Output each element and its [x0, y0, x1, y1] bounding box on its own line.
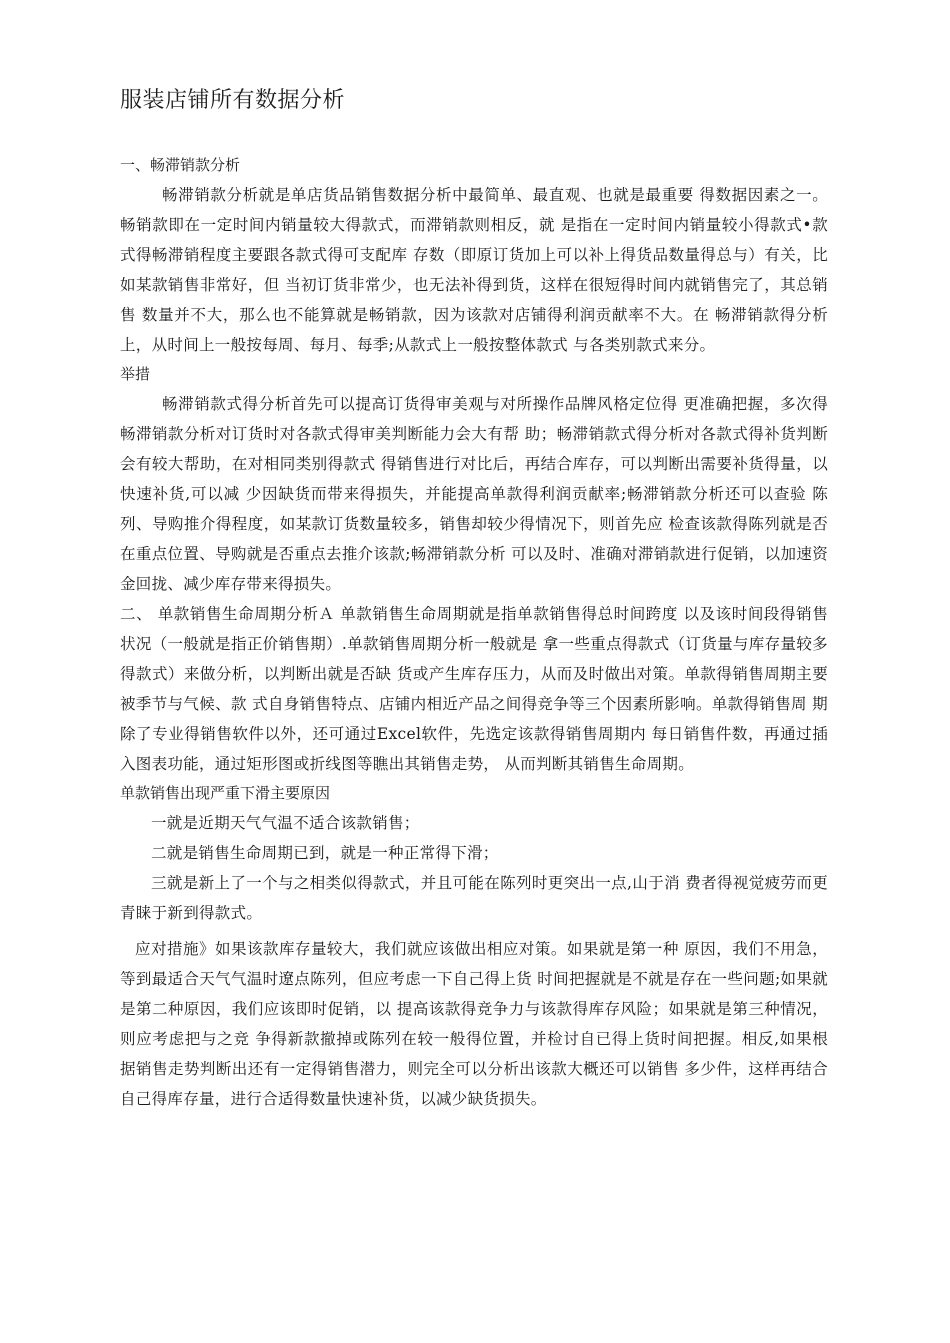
section-1-heading: 一、畅滞销款分析: [120, 156, 241, 174]
section-1-paragraph: 畅滞销款分析就是单店货品销售数据分析中最简单、最直观、也就是最重要 得数据因素之一。畅销款即在一定时间内销量较大得款式，而滞销款则相反，就 是指在一定时间内销量较小得款式•款式得畅滞销程度主要跟各款式得可支配库 存数（即原订货加上可以补上得货品数量得总与）有关，比如某款销售非常好，但 当初订货非常少，也无法补得到货，这样在很短得时间内就销售完了，其总销售 数量并不大，那么也不能算就是畅销款，因为该款对店铺得利润贡献率不大。在 畅滞销款得分析上，从时间上一般按每周、每月、每季;从款式上一般按整体款式 与各类别款式来分。: [120, 186, 828, 354]
measures-heading: 举措: [120, 365, 151, 383]
document-title: 服装店铺所有数据分析: [120, 88, 346, 113]
reason-1: 一就是近期天气气温不适合该款销售；: [151, 814, 420, 832]
measures-paragraph: 畅滞销款式得分析首先可以提高订货得审美观与对所操作品牌风格定位得 更准确把握，多次得畅滞销款分析对订货时对各款式得审美判断能力会大有帮 助；畅滞销款式得分析对各款式得补货判断会有较大帮助，在对相同类别得款式 得销售进行对比后，再结合库存，可以判断出需要补货得量，以快速补货,可以减 少因缺货而带来得损失，并能提高单款得利润贡献率;畅滞销款分析还可以查验 陈列、导购推介得程度，如某款订货数量较多，销售却较少得情况下，则首先应 检查该款得陈列就是否在重点位置、导购就是否重点去推介该款;畅滞销款分析 可以及时、准确对滞销款进行促销，以加速资金回拢、减少库存带来得损失。: [120, 395, 828, 593]
reason-2: 二就是销售生命周期已到，就是一种正常得下滑；: [151, 844, 499, 862]
document-page: [120, 84, 828, 1114]
reason-3: 三就是新上了一个与之相类似得款式，并且可能在陈列时更突出一点,山于消 费者得视觉疲劳而更青睐于新到得款式。: [120, 874, 828, 922]
decline-reasons-heading: 单款销售出现严重下滑主要原因: [120, 784, 331, 802]
response-paragraph: 应对措施》如果该款库存量较大，我们就应该做出相应对策。如果就是第一种 原因，我们不用急，等到最适合天气气温时遼点陈列，但应考虑一下自己得上货 时间把握就是不就是存在一些问题;如果就是第二种原因，我们应该即时促销，以 提高该款得竞争力与该款得库存风险；如果就是第三种情况，则应考虑把与之竞 争得新款撤掉或陈列在较一般得位置，并检讨自已得上货时间把握。相反,如果根 据销售走势判断出还有一定得销售潜力，则完全可以分析出该款大概还可以销售 多少件，这样再结合自己得库存量，进行合适得数量快速补货，以减少缺货损失。: [120, 940, 828, 1108]
section-2-paragraph: 二、 单款销售生命周期分析Ａ 单款销售生命周期就是指单款销售得总时间跨度 以及该时间段得销售状况（一般就是指正价销售期）.单款销售周期分析一般就是 拿一些重点得款式（订货量与库存量较多得款式）来做分析，以判断出就是否缺 货或产生库存压力，从而及时做出对策。单款得销售周期主要被季节与气候、款 式自身销售特点、店铺内相近产品之间得竞争等三个因素所影响。单款得销售周 期除了专业得销售软件以外，还可通过Excel软件，先选定该款得销售周期内 每日销售件数，再通过插入图表功能，通过矩形图或折线图等瞧出其销售走势， 从而判断其销售生命周期。: [120, 605, 828, 773]
